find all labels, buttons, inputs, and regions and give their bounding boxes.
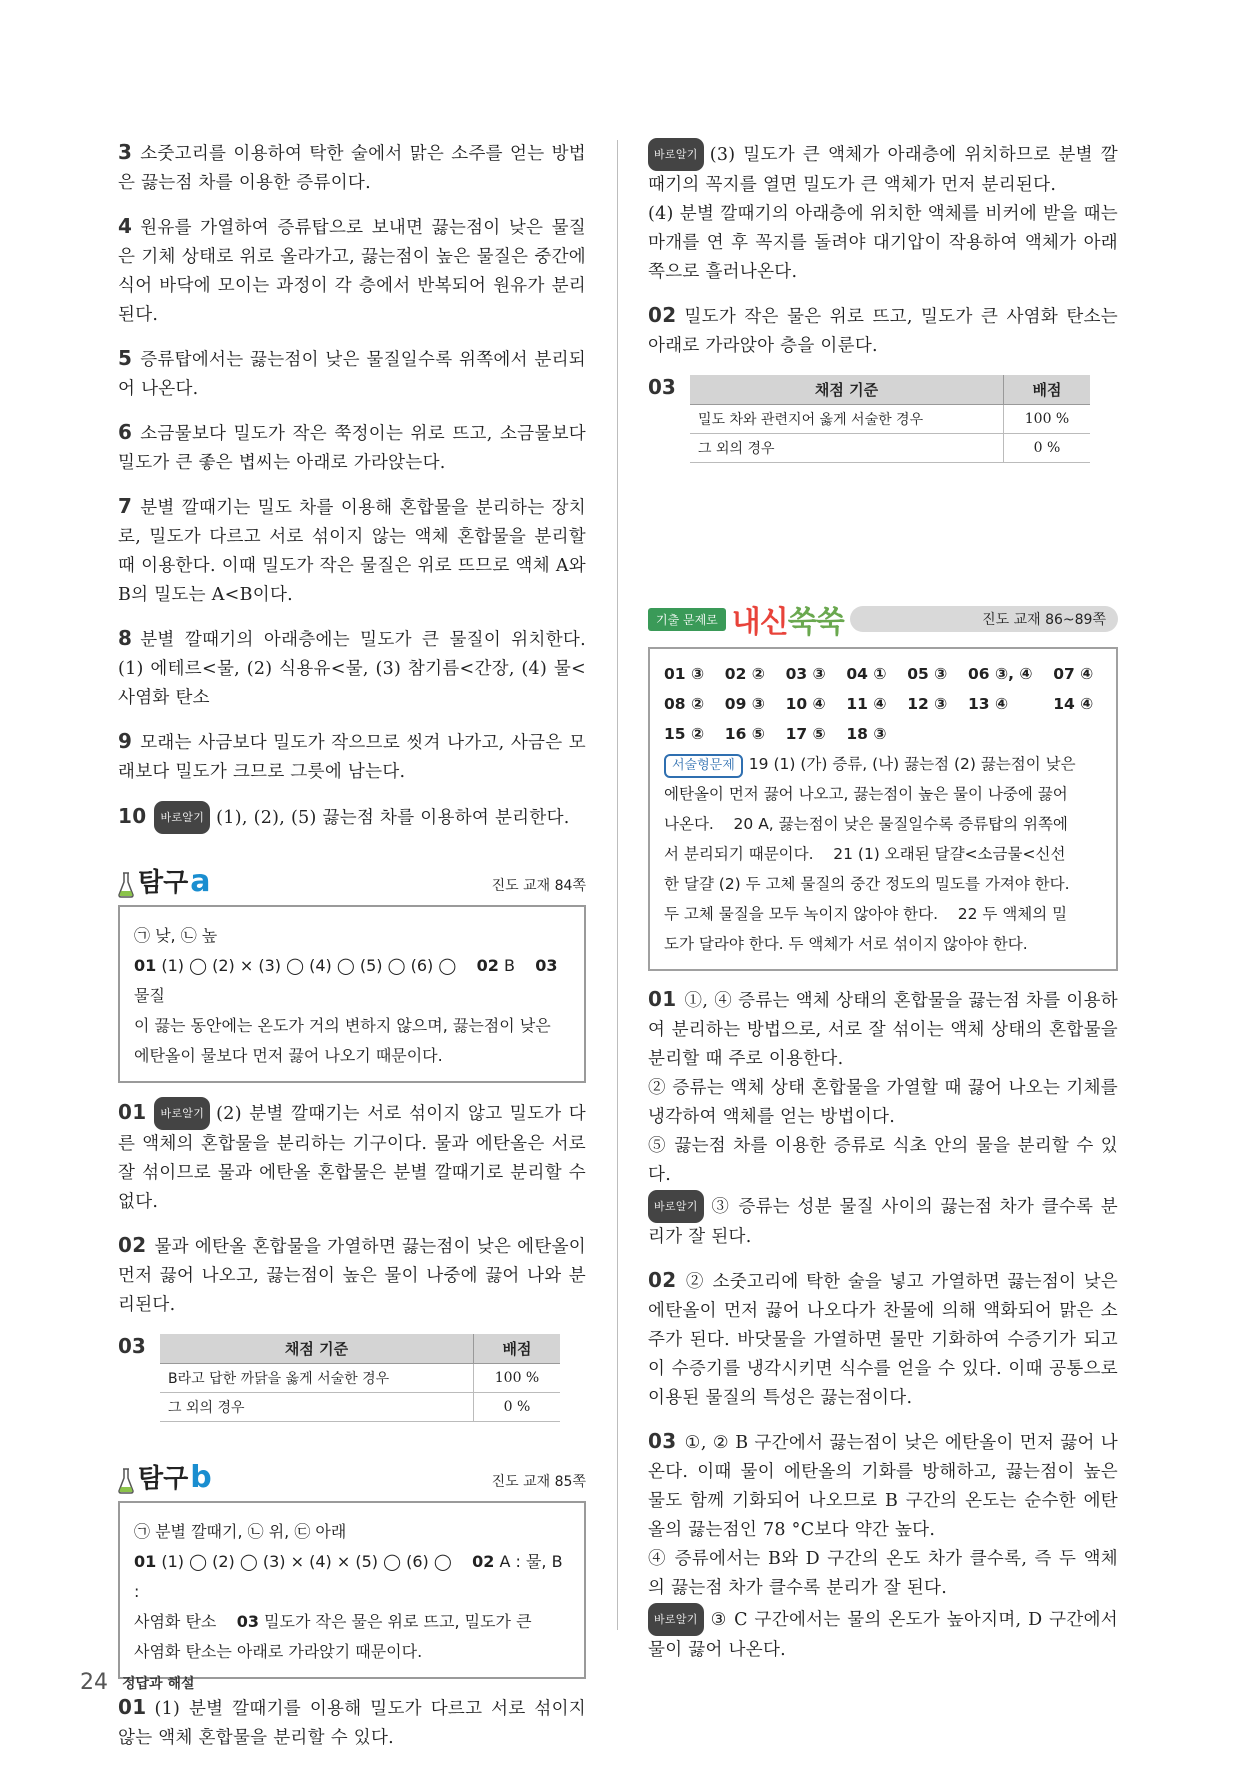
answer-cell: 13 ④ [967,695,1009,713]
essay-line [664,869,1102,899]
explore-line: 사염화 탄소는 아래로 가라앉기 때문이다. [134,1642,423,1661]
right-03 [648,375,1118,463]
exam-03 [648,1427,1118,1545]
explore-line: ㉠ 분별 깔때기, ㉡ 위, ㉢ 아래 [134,1522,347,1541]
table-header: 채점 기준 [690,375,1004,405]
explore-letter: b [190,1460,212,1495]
answer-cell: 07 ④ [1053,665,1094,683]
item-text: 모래는 사금보다 밀도가 작으므로 씻겨 나가고, 사금은 모래보다 밀도가 크므로 그릇에 남는다. [118,733,586,782]
answer-number: 02 [476,956,499,975]
item-number: 01 [118,1695,147,1719]
exam-ref-bar [850,606,1118,632]
essay-line [664,839,1102,869]
essay-line [664,779,1102,809]
textbook-ref: 진도 교재 84쪽 [491,878,586,894]
list-item [118,727,586,787]
essay-text: 도가 달라야 한다. 두 액체가 서로 섞이지 않아야 한다. [664,935,1028,953]
answer-cell: 11 ④ [846,695,887,713]
table-header: 배점 [474,1334,561,1364]
answer-grid [664,659,1102,749]
explore-a-01 [118,1097,586,1217]
barol-badge: 바로알기 [154,801,210,834]
essay-line [664,929,1102,959]
exam-01-b: ② 증류는 액체 상태 혼합물을 가열할 때 끓어 나오는 기체를 냉각하여 액체를 얻는 방법이다. [648,1078,1118,1127]
item-text: (3) 밀도가 큰 액체가 아래층에 위치하므로 분별 깔때기의 꼭지를 열면 밀도가 큰 액체가 먼저 분리된다. [648,145,1118,195]
item-text: (1) 분별 깔때기를 이용해 밀도가 다르고 서로 섞이지 않는 액체 혼합물을 분리할 수 있다. [118,1699,586,1748]
list-item [118,624,586,713]
explore-line [134,951,570,1011]
explore-a-title [118,862,210,899]
item-number: 9 [118,729,133,753]
explore-b-01 [118,1693,586,1753]
explore-a-02 [118,1231,586,1320]
exam-03-c [648,1603,1118,1665]
table-cell: 100 % [474,1364,561,1393]
list-item [118,212,586,330]
essay-line [664,749,1102,779]
table-cell: 0 % [474,1393,561,1422]
explore-a-header [118,862,586,899]
item-text: 원유를 가열하여 증류탑으로 보내면 끓는점이 낮은 물질은 기체 상태로 위로 올라가고, 끓는점이 높은 물질은 중간에 식어 바닥에 모이는 과정이 각 층에서 반복되어 원유가 분리된다. [118,218,586,325]
answer-number: 01 [134,956,157,975]
flask-icon [118,871,134,899]
table-cell: B라고 답한 까닭을 옳게 서술한 경우 [160,1364,474,1393]
answer-cell: 15 ② [664,725,705,743]
item-text: 소줏고리를 이용하여 탁한 술에서 맑은 소주를 얻는 방법은 끓는점 차를 이용한 증류이다. [118,144,586,193]
item-text: (1), (2), (5) 끓는점 차를 이용하여 분리한다. [216,808,570,828]
answer-cell: 05 ③ [907,665,948,683]
item-number: 03 [118,1334,146,1358]
item-number: 3 [118,140,133,164]
essay-section [664,749,1102,959]
item-number: 02 [118,1233,147,1257]
answer-cell: 06 ③, ④ [967,665,1033,683]
exam-title [732,597,844,641]
answer-cell: 01 ③ [664,665,705,683]
scoring-table [690,375,1090,463]
answer-text: (1) ◯ (2) × (3) ◯ (4) ◯ (5) ◯ (6) ◯ [161,956,457,975]
item-number: 7 [118,494,133,518]
answer-number: 03 [535,956,558,975]
item-number: 02 [648,1268,677,1292]
textbook-ref: 진도 교재 85쪽 [491,1474,586,1490]
answer-cell: 10 ④ [785,695,826,713]
answer-cell: 04 ① [846,665,887,683]
list-item [118,492,586,610]
answer-cell: 16 ⑤ [724,725,765,743]
answer-text: (1) ◯ (2) ◯ (3) × (4) × (5) ◯ (6) ◯ [161,1552,452,1571]
item-number: 4 [118,214,133,238]
answer-number: 01 [134,1552,157,1571]
explore-a-box [118,905,586,1083]
right-column [648,138,1118,1679]
item-number: 01 [118,1100,147,1124]
item-number: 6 [118,420,133,444]
barol-badge: 바로알기 [648,138,704,171]
exam-header [648,597,1118,641]
page-footer [80,1670,195,1695]
essay-line [664,899,1102,929]
explore-line [134,1607,570,1637]
answer-cell: 03 ③ [785,665,826,683]
left-items [118,138,586,787]
table-cell: 밀도 차와 관련지어 옳게 서술한 경우 [690,405,1004,434]
right-02 [648,301,1118,361]
flask-icon [118,1467,134,1495]
scoring-table [160,1334,560,1422]
item-text: ③ C 구간에서는 물의 온도가 높아지며, D 구간에서 물이 끓어 나온다. [648,1610,1118,1660]
item-number: 03 [648,375,676,399]
explore-a-03 [118,1334,586,1422]
exam-03-b: ④ 증류에서는 B와 D 구간의 온도 차가 클수록, 즉 두 액체의 끓는점 차가 클수록 분리가 잘 된다. [648,1549,1118,1598]
explore-line [134,1547,570,1607]
essay-text: 두 고체 물질을 모두 녹이지 않아야 한다. 22 두 액체의 밀 [664,905,1068,923]
item-text: ①, ④ 증류는 액체 상태의 혼합물을 끓는점 차를 이용하여 분리하는 방법으로, 서로 잘 섞이는 액체 상태의 혼합물을 분리할 때 주로 이용한다. [648,991,1118,1069]
essay-tag: 서술형문제 [664,754,743,778]
exam-01-c: ⑤ 끓는점 차를 이용한 증류로 식초 안의 물을 분리할 수 있다. [648,1136,1118,1185]
list-item [118,418,586,478]
answer-text: 사염화 탄소 [134,1612,217,1631]
item-text: (2) 분별 깔때기는 서로 섞이지 않고 밀도가 다른 액체의 혼합물을 분리하는 기구이다. 물과 에탄올은 서로 잘 섞이므로 물과 에탄올 혼합물은 분별 깔때기로 분리할 수 없다. [118,1104,586,1212]
exam-02 [648,1266,1118,1413]
answer-cell: 18 ③ [846,725,887,743]
exam-01-d [648,1190,1118,1252]
barol-badge: 바로알기 [648,1603,704,1636]
column-divider [617,140,618,1630]
item-text: ①, ② B 구간에서 끓는점이 낮은 에탄올이 먼저 끓어 나온다. 이때 물이 에탄올의 기화를 방해하고, 끓는점이 높은 물도 함께 기화되어 나오므로 B 구간의 온도는 순수한 에탄올의 끓는점인 78 °C보다 약간 높다. [648,1433,1118,1540]
explore-b-header [118,1458,586,1495]
page-number: 24 [80,1670,108,1695]
answer-cell: 12 ③ [907,695,948,713]
explore-line: ㉠ 낮, ㉡ 높 [134,926,218,945]
answer-cell: 17 ⑤ [785,725,826,743]
explore-b-title [118,1458,212,1495]
barol-badge: 바로알기 [154,1097,210,1130]
essay-text: 에탄올이 먼저 끓어 나오고, 끓는점이 높은 물이 나중에 끓어 [664,785,1068,803]
item-text: 물과 에탄올 혼합물을 가열하면 끓는점이 낮은 에탄올이 먼저 끓어 나오고, 끓는점이 높은 물이 나중에 끓어 나와 분리된다. [118,1237,586,1315]
answer-text: B [503,956,515,975]
item-text: 분별 깔때기는 밀도 차를 이용해 혼합물을 분리하는 장치로, 밀도가 다르고 서로 섞이지 않는 액체 혼합물을 분리할 때 이용한다. 이때 밀도가 작은 물질은 위로 뜨므로 액체 A와 B의 밀도는 A<B이다. [118,498,586,605]
textbook-ref: 진도 교재 86~89쪽 [982,612,1106,628]
left-column [118,138,586,1767]
footer-label: 정답과 해설 [122,1675,195,1692]
table-cell: 100 % [1004,405,1091,434]
answer-text: 밀도가 작은 물은 위로 뜨고, 밀도가 큰 [264,1612,532,1631]
right-top-1 [648,138,1118,200]
answer-number: 02 [472,1552,495,1571]
answer-text: A : 물, B : [134,1552,563,1601]
explore-line: 이 끓는 동안에는 온도가 거의 변하지 않으며, 끓는점이 낮은 [134,1016,551,1035]
exam-title-b: 쑥쑥 [787,605,844,640]
explore-line: 에탄올이 물보다 먼저 끓어 나오기 때문이다. [134,1046,443,1065]
barol-badge: 바로알기 [648,1190,704,1223]
essay-text: 서 분리되기 때문이다. 21 (1) 오래된 달걀<소금물<신선 [664,845,1066,863]
exam-tag: 기출 문제로 [648,608,726,631]
answer-text: 물질 [134,986,165,1005]
answer-cell: 08 ② [664,695,705,713]
explore-label: 탐구 [138,868,189,898]
table-cell: 0 % [1004,434,1091,463]
answer-cell: 14 ④ [1053,695,1094,713]
right-top-2: (4) 분별 깔때기의 아래층에 위치한 액체를 비커에 받을 때는 마개를 연 후 꼭지를 돌려야 대기압이 작용하여 액체가 아래쪽으로 흘러나온다. [648,204,1118,282]
item-number: 5 [118,346,133,370]
item-text: 소금물보다 밀도가 작은 쭉정이는 위로 뜨고, 소금물보다 밀도가 큰 좋은 볍씨는 아래로 가라앉는다. [118,424,586,473]
list-item [118,138,586,198]
item-number: 01 [648,987,677,1011]
item-text: 밀도가 작은 물은 위로 뜨고, 밀도가 큰 사염화 탄소는 아래로 가라앉아 층을 이룬다. [648,307,1118,356]
answer-number: 03 [236,1612,259,1631]
essay-text: 한 달걀 (2) 두 고체 물질의 중간 정도의 밀도를 가져야 한다. [664,875,1070,893]
item-10 [118,801,586,834]
item-number: 03 [648,1429,677,1453]
exam-title-a: 내신 [731,605,788,640]
essay-line [664,809,1102,839]
explore-letter: a [190,864,211,899]
table-header: 채점 기준 [160,1334,474,1364]
table-header: 배점 [1004,375,1091,405]
item-number: 02 [648,303,677,327]
answer-cell: 09 ③ [724,695,765,713]
table-cell: 그 외의 경우 [690,434,1004,463]
item-text: 증류탑에서는 끓는점이 낮은 물질일수록 위쪽에서 분리되어 나온다. [118,350,586,399]
answer-cell: 02 ② [724,665,765,683]
exam-box [648,647,1118,971]
item-text: ② 소줏고리에 탁한 술을 넣고 가열하면 끓는점이 낮은 에탄올이 먼저 끓어 나오다가 찬물에 의해 액화되어 맑은 소주가 된다. 바닷물을 가열하면 물만 기화하여 수증기가 되고 이 수증기를 냉각시키면 식수를 얻을 수 있다. 이때 공통으로 이용된 물질의 특성은 끓는점이다. [648,1272,1118,1408]
item-number: 8 [118,626,133,650]
essay-text: 19 (1) (가) 증류, (나) 끓는점 (2) 끓는점이 낮은 [748,755,1076,773]
explore-b-box [118,1501,586,1679]
item-text: ③ 증류는 성분 물질 사이의 끓는점 차가 클수록 분리가 잘 된다. [648,1197,1118,1247]
table-cell: 그 외의 경우 [160,1393,474,1422]
essay-text: 나온다. 20 A, 끓는점이 낮은 물질일수록 증류탑의 위쪽에 [664,815,1068,833]
item-text: 분별 깔때기의 아래층에는 밀도가 큰 물질이 위치한다. (1) 에테르<물, (2) 식용유<물, (3) 참기름<간장, (4) 물<사염화 탄소 [118,630,586,708]
explore-label: 탐구 [138,1464,189,1494]
exam-01 [648,985,1118,1074]
item-number: 10 [118,804,147,828]
list-item [118,344,586,404]
